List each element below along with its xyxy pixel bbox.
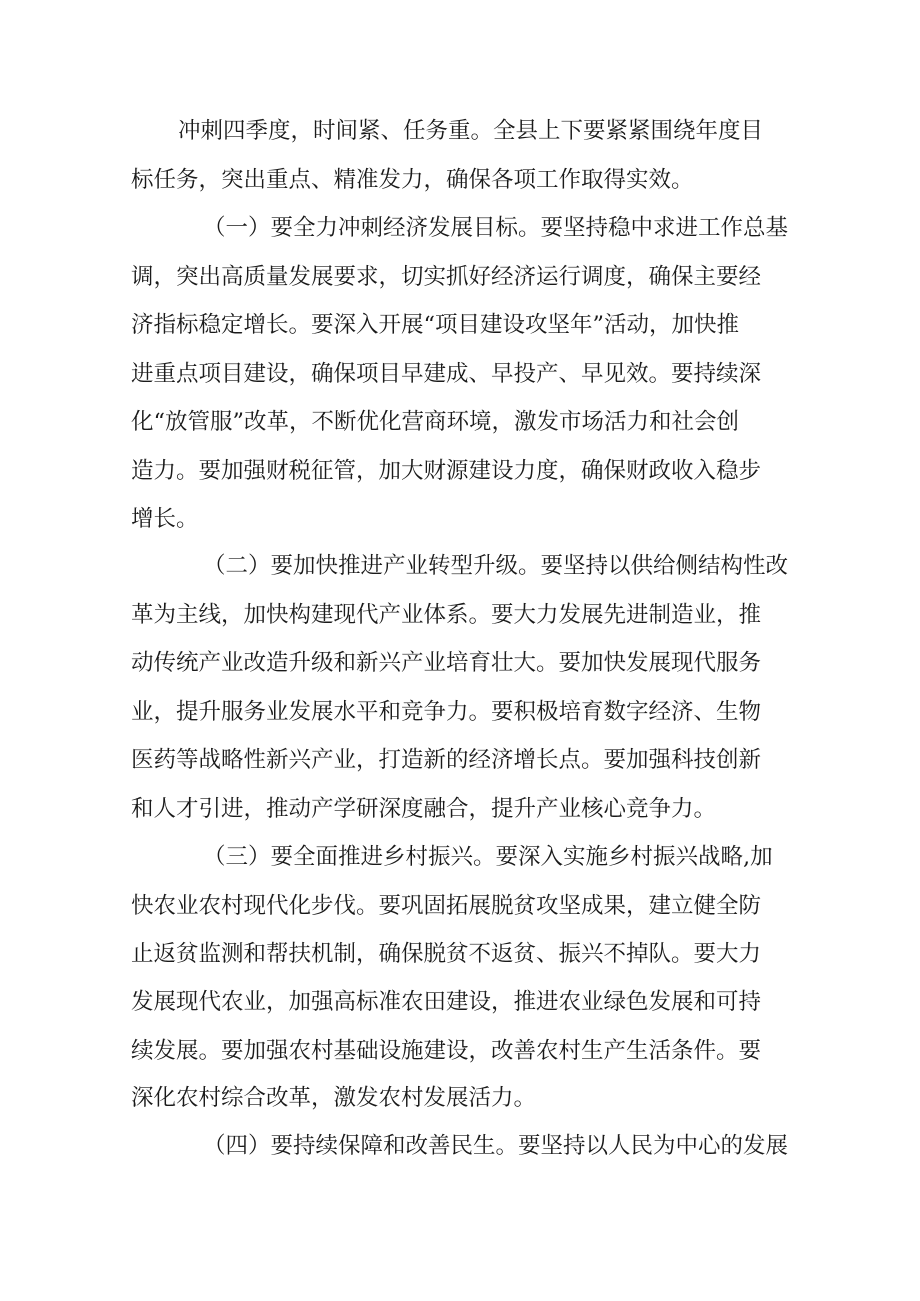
text-line: 调，突出高质量发展要求，切实抓好经济运行调度，确保主要经 bbox=[131, 264, 762, 290]
text-line: 深化农村综合改革，激发农村发展活力。 bbox=[131, 1085, 537, 1111]
text-line: 续发展。要加强农村基础设施建设，改善农村生产生活条件。要 bbox=[131, 1038, 762, 1064]
text-line: 发展现代农业，加强高标准农田建设，推进农业绿色发展和可持 bbox=[131, 989, 762, 1015]
text-line: 增长。 bbox=[131, 506, 199, 532]
text-line: （二）要加快推进产业转型升级。要坚持以供给侧结构性改 bbox=[203, 553, 789, 579]
text-line: 济指标稳定增长。要深入开展“项目建设攻坚年”活动，加快推 bbox=[131, 312, 740, 338]
text-line: 革为主线，加快构建现代产业体系。要大力发展先进制造业，推 bbox=[131, 602, 762, 628]
text-line: 进重点项目建设，确保项目早建成、早投产、早见效。要持续深 bbox=[131, 361, 762, 387]
text-line: （一）要全力冲刺经济发展目标。要坚持稳中求进工作总基 bbox=[203, 215, 789, 241]
text-line: 标任务，突出重点、精准发力，确保各项工作取得实效。 bbox=[131, 167, 694, 193]
text-line: 化“放管服”改革，不断优化营商环境，激发市场活力和社会创 bbox=[131, 409, 740, 435]
text-line: 快农业农村现代化步伐。要巩固拓展脱贫攻坚成果，建立健全防 bbox=[131, 893, 762, 919]
text-line: 止返贫监测和帮扶机制，确保脱贫不返贫、振兴不掉队。要大力 bbox=[131, 941, 762, 967]
text-line: 冲刺四季度，时间紧、任务重。全县上下要紧紧围绕年度目 bbox=[178, 118, 764, 144]
text-line: 业，提升服务业发展水平和竞争力。要积极培育数字经济、生物 bbox=[131, 699, 762, 725]
text-line: （四）要持续保障和改善民生。要坚持以人民为中心的发展 bbox=[203, 1133, 789, 1159]
text-line: 造力。要加强财税征管，加大财源建设力度，确保财政收入稳步 bbox=[131, 458, 762, 484]
text-line: 和人才引进，推动产学研深度融合，提升产业核心竞争力。 bbox=[131, 796, 717, 822]
text-line: 医药等战略性新兴产业，打造新的经济增长点。要加强科技创新 bbox=[131, 747, 762, 773]
text-line: 动传统产业改造升级和新兴产业培育壮大。要加快发展现代服务 bbox=[131, 650, 762, 676]
text-line: （三）要全面推进乡村振兴。要深入实施乡村振兴战略,加 bbox=[203, 844, 773, 870]
